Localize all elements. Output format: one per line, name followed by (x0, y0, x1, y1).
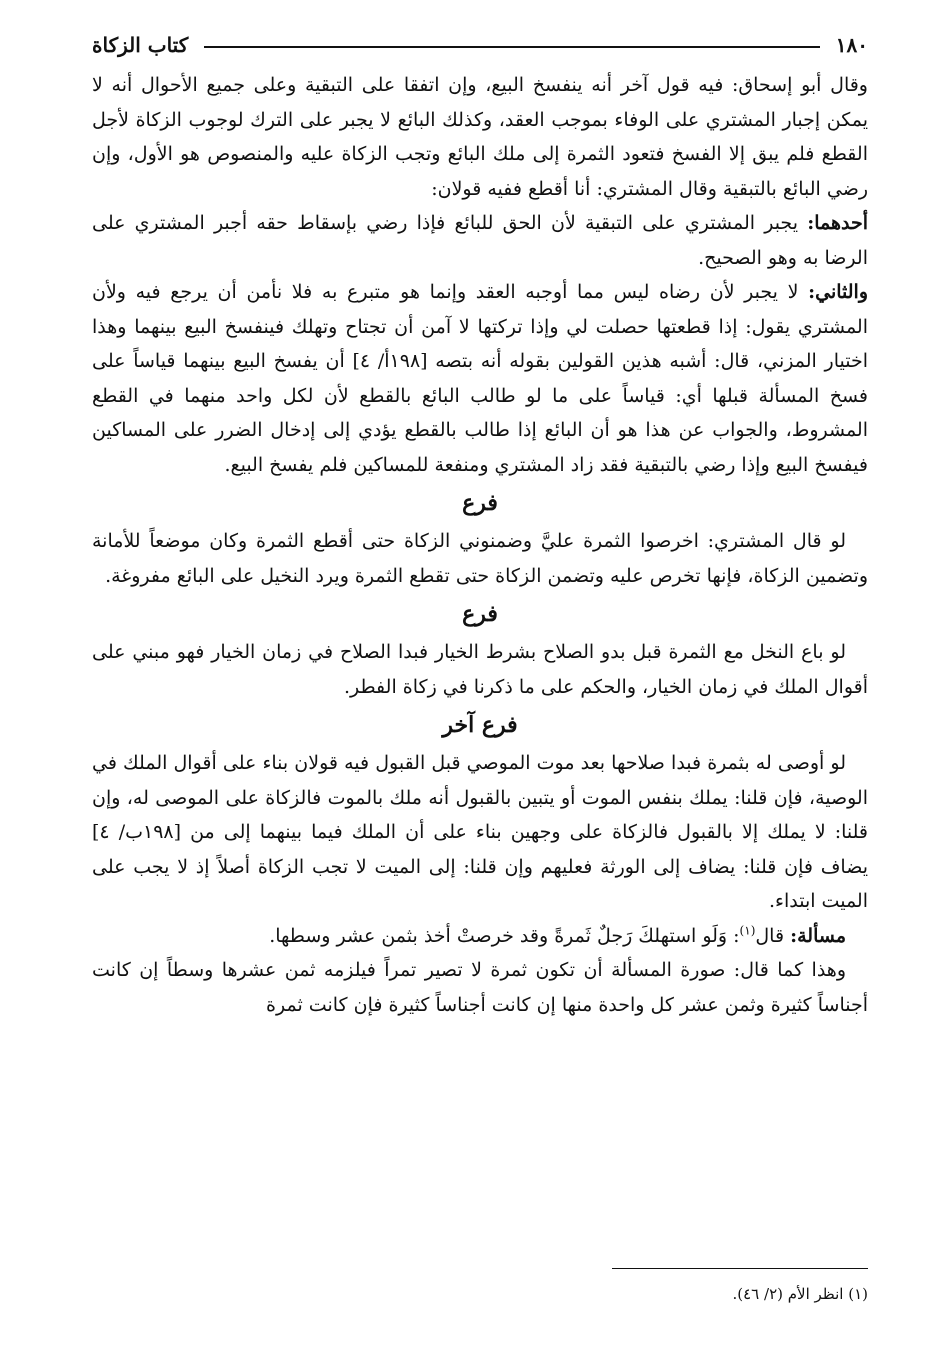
footnote-reference-mark: (١) (739, 923, 756, 938)
section-heading: فرع آخر (442, 712, 518, 738)
book-title: كتاب الزكاة (92, 33, 189, 57)
body-text (92, 68, 868, 1022)
paragraph-text: لا يجبر لأن رضاه ليس مما أوجبه العقد وإنما هو متبرع به فلا نأمن أن يرجع فيه ولأن المشتري يقول: إذا قطعتها حصلت لي وإذا تركتها لا آمن أن تجتاح وتهلك فينفسخ البيع بينهما وهذا اختيار المزني، قال: أشبه هذين القولين بقوله أنه بتصه [١٩٨أ/ ٤] أن يفسخ البيع بينهما قياساً على فسخ المسألة قبلها أي: قياساً على ما لو طالب البائع بالقطع لأن لكل واحد منهما في القطع المشروط، والجواب عن هذا هو أن البائع إذا طالب بالقطع يؤدي إلى إدخال الضرر على المساكين فيفسخ البيع وإذا رضي بالتبقية فقد زاد المشتري ومنفعة للمساكين فلم يفسخ البيع. (92, 281, 868, 476)
section-paragraph: لو باع النخل مع الثمرة قبل بدو الصلاح بشرط الخيار فبدا الصلاح في زمان الخيار فهو مبني على أقوال الملك في زمان الخيار، والحكم على ما ذكرنا في زكاة الفطر. (92, 641, 868, 698)
closing-paragraph: وهذا كما قال: صورة المسألة أن تكون ثمرة لا تصير تمراً فيلزمه ثمن عشرها وسطاً إن كانت أجناساً كثيرة وثمن عشر كل واحدة منها إن كانت أجناساً كثيرة فإن كانت ثمرة (92, 959, 868, 1016)
page-number: ١٨٠ (835, 33, 868, 57)
paragraph-lead: والثاني: (808, 281, 868, 303)
footnote: (١) انظر الأم (٢/ ٤٦). (732, 1285, 868, 1303)
masala-paragraph (92, 919, 868, 954)
document-page (92, 28, 868, 1348)
section-heading: فرع (462, 601, 498, 627)
section-paragraph: لو أوصى له بثمرة فبدا صلاحها بعد موت الموصي قبل القبول فيه قولان بناء على أقوال الملك في الوصية، فإن قلنا: يملك بنفس الموت أو يتبين بالقبول أنه ملك بالموت فالزكاة على الموصى له، وإن قلنا: لا يملك إلا بالقبول فالزكاة على وجهين بناء على أن الملك فيما بينهما إلى من [١٩٨ب/ ٤] يضاف فإن قلنا: يضاف إلى الورثة فعليهم وإن قلنا: إلى الميت لا تجب الزكاة أصلاً إذ لا يجب على الميت ابتداء. (92, 752, 869, 912)
paragraph-second-opinion (92, 275, 868, 482)
paragraph-lead: أحدهما: (807, 212, 868, 234)
header-rule (204, 46, 820, 48)
paragraph-first-opinion (92, 206, 868, 275)
masala-prefix: قال (755, 924, 791, 947)
footnote-rule (612, 1268, 868, 1269)
paragraph-text: يجبر المشتري على التبقية لأن الحق للبائع فإذا رضي بإسقاط حقه أجبر المشتري على الرضا به وهو الصحيح. (92, 212, 868, 269)
section-heading: فرع (462, 490, 498, 516)
masala-quote: : وَلَو استهلكَ رَجلٌ ثَمرةً وقد خرصتْ أخذ بثمن عشر وسطها. (269, 924, 740, 947)
section-paragraph: لو قال المشتري: اخرصوا الثمرة عليَّ وضمنوني الزكاة حتى أقطع الثمرة وكان موضعاً للأمانة وتضمين الزكاة، فإنها تخرص عليه وتضمن الزكاة حتى تقطع الثمرة ويرد النخيل على البائع مفروغة. (92, 530, 868, 587)
paragraph-intro (92, 68, 868, 206)
masala-lead: مسألة: (790, 924, 846, 947)
running-header (92, 28, 868, 62)
paragraph-text: وقال أبو إسحاق: فيه قول آخر أنه ينفسخ البيع، وإن اتفقا على التبقية وعلى جميع الأحوال أنه لا يمكن إجبار المشتري على الوفاء بموجب العقد، وكذلك البائع لا يجبر على الترك لوجوب الزكاة لأجل القطع فلم يبق إلا الفسخ فتعود الثمرة إلى ملك البائع وتجب الزكاة عليه والمنصوص هو الأول، وإن رضي البائع بالتبقية وقال المشتري: أنا أقطع ففيه قولان: (92, 74, 868, 200)
